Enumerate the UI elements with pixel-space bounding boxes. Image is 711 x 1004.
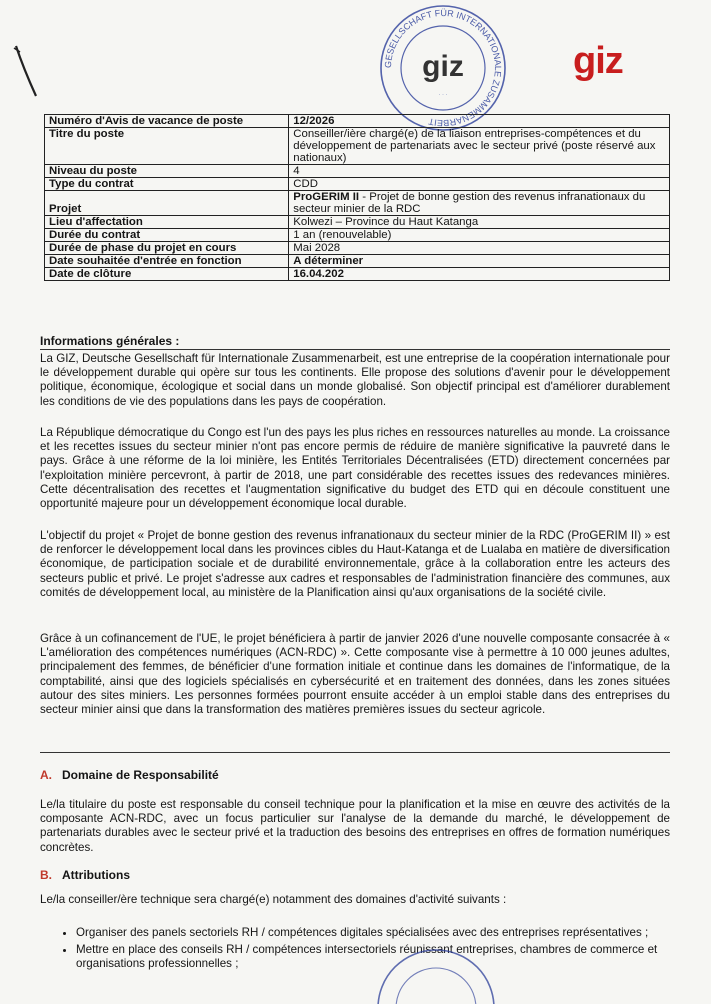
svg-text:giz: giz (422, 50, 464, 83)
row-value: Conseiller/ière chargé(e) de la liaison entreprises-compétences et du développement de partenariats avec le secteur privé (poste réservé aux nationaux) (289, 128, 670, 165)
paragraph-rdc: La République démocratique du Congo est l'un des pays les plus riches en ressources naturelles au monde. La croissance et les recettes issues du secteur minier n'ont pas encore permis de réduire de manière significative la pauvreté dans le pays. Grâce à une réforme de la loi minière, les Entités Territoriales Décentralisées (ETD) directement concernées par l'exploitation minière percevront, à partir de 2018, une part considérable des recettes issues des redevances minières. Cette décentralisation des recettes et l'augmentation significative du budget des ETD qui en découle constituent une opportunité majeure pour un développement économique local durable. (40, 426, 670, 511)
section-a-heading (40, 768, 219, 782)
general-info-title: Informations générales : (40, 334, 180, 348)
row-label: Titre du poste (45, 128, 289, 165)
pen-mark (12, 40, 46, 100)
section-b-heading (40, 868, 130, 882)
row-value (289, 191, 670, 216)
section-a-text: Le/la titulaire du poste est responsable du conseil technique pour la planification et la mise en œuvre des activités de la composante ACN-RDC, avec un focus particulier sur l'analyse de la demande du marché, le développement de partenariats durables avec le secteur privé et la traduction des besoins des entreprises en offres de formation numériques concrètes. (40, 798, 670, 854)
row-label: Projet (45, 191, 289, 216)
table-row (45, 165, 670, 178)
table-row (45, 216, 670, 229)
paragraph-giz: La GIZ, Deutsche Gesellschaft für Internationale Zusammenarbeit, est une entreprise de la coopération internationale pour le développement durable qui opère sur tous les continents. Elle propose des solutions d'avenir pour le développement politique, économique, écologique et social dans un monde globalisé. Son objectif principal est d'améliorer durablement les conditions de vie des populations dans les pays de coopération. (40, 352, 670, 408)
row-value: 12/2026 (289, 115, 670, 128)
row-label: Numéro d'Avis de vacance de poste (45, 115, 289, 128)
section-a-title: Domaine de Responsabilité (62, 768, 219, 782)
stamp-fragment (376, 944, 496, 1004)
row-value: 1 an (renouvelable) (289, 229, 670, 242)
table-row (45, 178, 670, 191)
row-label: Lieu d'affectation (45, 216, 289, 229)
table-row (45, 115, 670, 128)
row-value: CDD (289, 178, 670, 191)
paragraph-objective: L'objectif du projet « Projet de bonne gestion des revenus infranationaux du secteur minier de la RDC (ProGERIM II) » est de renforcer le développement local dans les provinces cibles du Haut-Katanga et de Lualaba en matière de diversification économique, de participation sociale et de durabilité environnementale, grâce à la collaboration entre les acteurs des secteurs public et privé. Le projet s'adresse aux cadres et responsables de l'administration financière des communes, aux comités de développement local, au ministère de la Planification ainsi qu'aux organisations de la société civile. (40, 529, 670, 599)
row-label: Durée du contrat (45, 229, 289, 242)
row-value: 4 (289, 165, 670, 178)
row-label: Type du contrat (45, 178, 289, 191)
list-item: • Organiser des panels sectoriels RH / compétences digitales spécialisées avec des entreprises représentatives ; (76, 926, 676, 940)
row-value: A déterminer (289, 255, 670, 268)
section-b-letter: B. (40, 868, 52, 882)
table-row (45, 255, 670, 268)
row-label: Niveau du poste (45, 165, 289, 178)
attributions-list (56, 926, 676, 975)
section-divider (40, 752, 670, 753)
row-value: Kolwezi – Province du Haut Katanga (289, 216, 670, 229)
section-divider (40, 349, 670, 350)
section-a-letter: A. (40, 768, 52, 782)
project-name: - Projet de bonne gestion des revenus infranationaux du secteur minier de la RDC (293, 191, 646, 215)
section-b-intro: Le/la conseiller/ère technique sera chargé(e) notamment des domaines d'activité suivants : (40, 893, 507, 906)
row-label: Date souhaitée d'entrée en fonction (45, 255, 289, 268)
project-acronym: ProGERIM II (293, 191, 360, 203)
job-info-table (44, 114, 670, 281)
table-row (45, 229, 670, 242)
svg-text:GESELLSCHAFT FÜR INTERNATIONAL: GESELLSCHAFT FÜR INTERNATIONALE ZUSAMMENARBEIT (382, 7, 504, 129)
list-item: • Mettre en place des conseils RH / compétences intersectoriels réunissant entreprises, chambres de commerce et organisations professionnelles ; (76, 943, 676, 971)
paragraph-eu-component: Grâce à un cofinancement de l'UE, le projet bénéficiera à partir de janvier 2026 d'une nouvelle composante consacrée à « L'amélioration des compétences numériques (ACN-RDC) ». Cette composante vise à permettre à 10 000 jeunes adultes, principalement des femmes, de bénéficier d'une formation initiale et continue dans les domaines de l'informatique, de la comptabilité, ainsi que des logiciels spécialisés en cybersécurité et en traitement des données, dans les zones situées autour des sites miniers. Les personnes formées pourront ensuite accéder à un emploi stable dans des entreprises du secteur minier ainsi que dans la transformation des matières premières issues du secteur agricole. (40, 632, 670, 717)
table-row (45, 268, 670, 281)
section-b-title: Attributions (62, 868, 130, 882)
table-row (45, 242, 670, 255)
row-value: 16.04.202 (289, 268, 670, 281)
row-label: Durée de phase du projet en cours (45, 242, 289, 255)
table-row (45, 191, 670, 216)
table-row (45, 128, 670, 165)
row-value: Mai 2028 (289, 242, 670, 255)
row-label: Date de clôture (45, 268, 289, 281)
svg-text:· · ·: · · · (438, 92, 448, 98)
giz-logo: giz (573, 40, 623, 82)
